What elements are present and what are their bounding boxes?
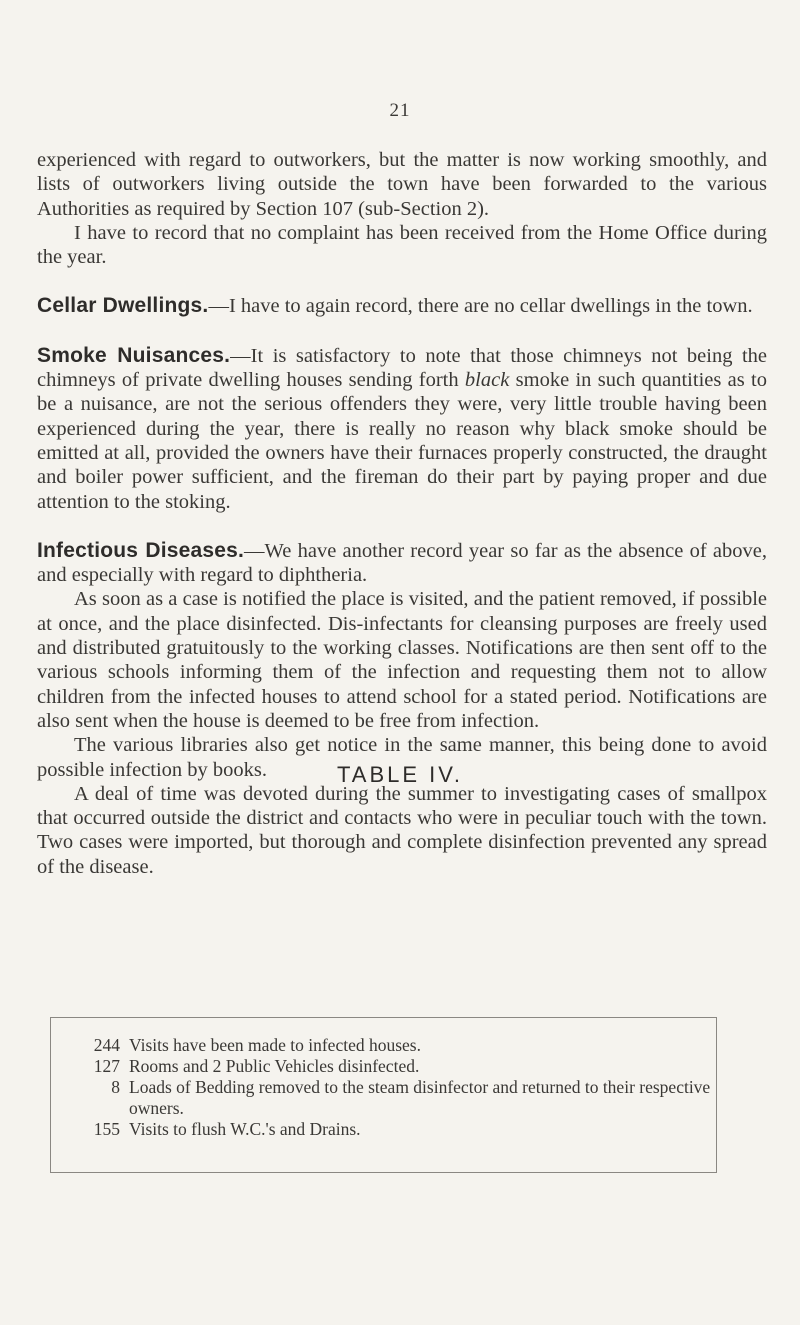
table-title: TABLE IV. [336,762,464,787]
row-number: 244 [93,1035,120,1055]
paragraph-libraries: The various libraries also get notice in the same manner, this being done to avoid possible infection by books. [37,734,767,781]
paragraph-home-office: I have to record that no complaint has been received from the Home Office during the year. [37,221,767,269]
row-number: 127 [93,1056,120,1076]
row-number: 8 [111,1077,120,1097]
section-smoke-nuisances [37,344,767,514]
row-number: 155 [93,1119,120,1139]
table-row [82,1077,722,1119]
row-text: Loads of Bedding removed to the steam disinfector and returned to their respective owners. [129,1077,711,1118]
row-text: Visits have been made to infected houses. [129,1035,421,1055]
section-infectious-diseases [37,539,767,588]
paragraph-notification-procedure: As soon as a case is notified the place is visited, and the patient removed, if possible at once, and the place disinfected. Dis-infectants for cleansing purposes are freely used and distributed gratuitously to the working classes. Notifications are then sent off to the various schools informing them of the infection and requesting them not to allow children from the infected houses to attend school for a stated period. Notifications are also sent when the house is deemed to be free from infection. [37,588,767,732]
smoke-nuisances-text-2: smoke in such quantities as to be a nuisance, are not the serious offenders they were, very little trouble having been experienced during the year, there is really no reason why black smoke should be emitted at all, provided the owners have their furnaces properly constructed, the draught and boiler power sufficient, and the fireman do their part by paying proper and due attention to the stoking. [37,369,767,513]
table-row [82,1035,722,1056]
page-number: 21 [389,100,411,121]
row-text: Visits to flush W.C.'s and Drains. [129,1119,361,1139]
section-cellar-dwellings [37,294,767,318]
smoke-italic-word: black [464,369,510,392]
table-row [82,1056,722,1077]
row-text: Rooms and 2 Public Vehicles disinfected. [129,1056,420,1076]
cellar-dwellings-text: —I have to again record, there are no cellar dwellings in the town. [208,295,753,318]
infectious-diseases-heading: Infectious Diseases. [37,538,245,562]
table-row [82,1119,722,1140]
cellar-dwellings-heading: Cellar Dwellings. [37,294,209,318]
paragraph-smallpox: A deal of time was devoted during the summer to investigating cases of smallpox that occurred outside the district and contacts who were in peculiar touch with the town. Two cases were imported, but thorough and complete disinfection prevented any spread of the disease. [37,782,767,878]
table-iv [82,1035,722,1140]
paragraph-outworkers: experienced with regard to outworkers, but the matter is now working smoothly, and lists of outworkers living outside the town have been forwarded to the various Authorities as required by Section 107 (sub-Section 2). [37,149,767,220]
smoke-nuisances-text-1: —It is satisfactory to note that those chimneys not being the chimneys of private dwelling houses sending forth [37,344,767,392]
smoke-nuisances-heading: Smoke Nuisances. [37,343,231,367]
infectious-diseases-text: —We have another record year so far as the absence of above, and especially with regard to diphtheria. [37,539,767,587]
